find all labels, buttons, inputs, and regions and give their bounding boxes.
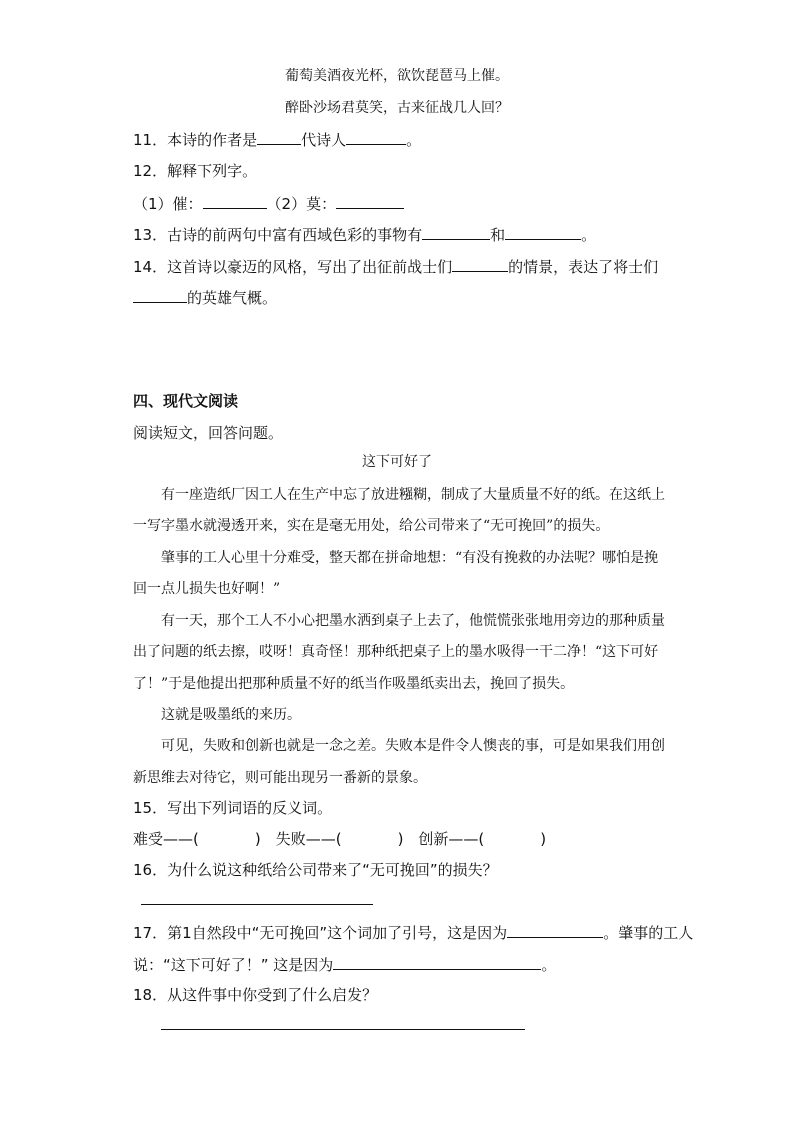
question-11: 11．本诗的作者是 代诗人 。 bbox=[133, 131, 422, 149]
answer-blank[interactable] bbox=[452, 256, 508, 272]
question-12-parts: （1）催： （2）莫： bbox=[133, 193, 404, 214]
article-p1-line-2: 一写字墨水就漫透开来，实在是毫无用处，给公司带来了“无可挽回”的损失。 bbox=[133, 518, 610, 534]
question-14: 14．这首诗以豪迈的风格，写出了出征前战士们 的情景，表达了将士们 bbox=[133, 258, 659, 276]
article-p1-line-1: 有一座造纸厂因工人在生产中忘了放进糨糊，制成了大量质量不好的纸。在这纸上 bbox=[161, 487, 665, 503]
poem-line-1: 葡萄美酒夜光杯，欲饮琵琶马上催。 bbox=[285, 68, 509, 84]
answer-blank[interactable] bbox=[257, 129, 301, 145]
reading-instruction: 阅读短文，回答问题。 bbox=[133, 424, 284, 442]
article-p5-line-2: 新思维去对待它，则可能出现另一番新的景象。 bbox=[133, 770, 427, 786]
section-heading: 四、现代文阅读 bbox=[133, 392, 239, 410]
question-17-cont: 说：“这下可好了！” 这是因为 。 bbox=[133, 956, 557, 974]
answer-blank[interactable] bbox=[346, 129, 406, 145]
article-p4: 这就是吸墨纸的来历。 bbox=[161, 707, 301, 723]
article-p3-line-3: 了！”于是他提出把那种质量不好的纸当作吸墨纸卖出去，挽回了损失。 bbox=[133, 676, 575, 692]
question-18: 18．从这件事中你受到了什么启发？ bbox=[133, 986, 378, 1004]
question-14-cont: 的英雄气概。 bbox=[133, 287, 277, 308]
article-p3-line-2: 出了问题的纸去擦，哎呀！真奇怪！那种纸把桌子上的墨水吸得一干二净！“这下可好 bbox=[133, 644, 659, 660]
answer-blank[interactable] bbox=[505, 224, 581, 240]
question-12: 12．解释下列字。 bbox=[133, 162, 258, 180]
answer-blank[interactable] bbox=[507, 922, 603, 938]
answer-blank[interactable] bbox=[203, 193, 267, 209]
answer-line[interactable] bbox=[161, 1029, 525, 1030]
answer-blank[interactable] bbox=[133, 287, 187, 303]
question-15-words: 难受——( ) 失败——( ) 创新——( ) bbox=[133, 830, 547, 848]
answer-blank[interactable] bbox=[422, 224, 490, 240]
article-p5-line-1: 可见，失败和创新也就是一念之差。失败本是件令人懊丧的事，可是如果我们用创 bbox=[161, 738, 665, 754]
answer-line[interactable] bbox=[141, 904, 373, 905]
question-15: 15．写出下列词语的反义词。 bbox=[133, 799, 333, 817]
answer-blank[interactable] bbox=[333, 954, 541, 970]
question-13: 13．古诗的前两句中富有西域色彩的事物有 和 。 bbox=[133, 226, 597, 244]
answer-blank[interactable] bbox=[336, 193, 404, 209]
question-16: 16．为什么说这种纸给公司带来了“无可挽回”的损失？ bbox=[133, 861, 498, 879]
article-title: 这下可好了 bbox=[362, 454, 432, 470]
article-p2-line-2: 回一点儿损失也好啊！” bbox=[133, 581, 281, 597]
poem-line-2: 醉卧沙场君莫笑，古来征战几人回？ bbox=[285, 100, 509, 116]
article-p2-line-1: 肇事的工人心里十分难受，整天都在拼命地想：“有没有挽救的办法呢？哪怕是挽 bbox=[161, 550, 659, 566]
question-17: 17．第1自然段中“无可挽回”这个词加了引号，这是因为 。肇事的工人 bbox=[133, 924, 694, 942]
article-p3-line-1: 有一天，那个工人不小心把墨水洒到桌子上去了，他慌慌张张地用旁边的那种质量 bbox=[161, 613, 665, 629]
